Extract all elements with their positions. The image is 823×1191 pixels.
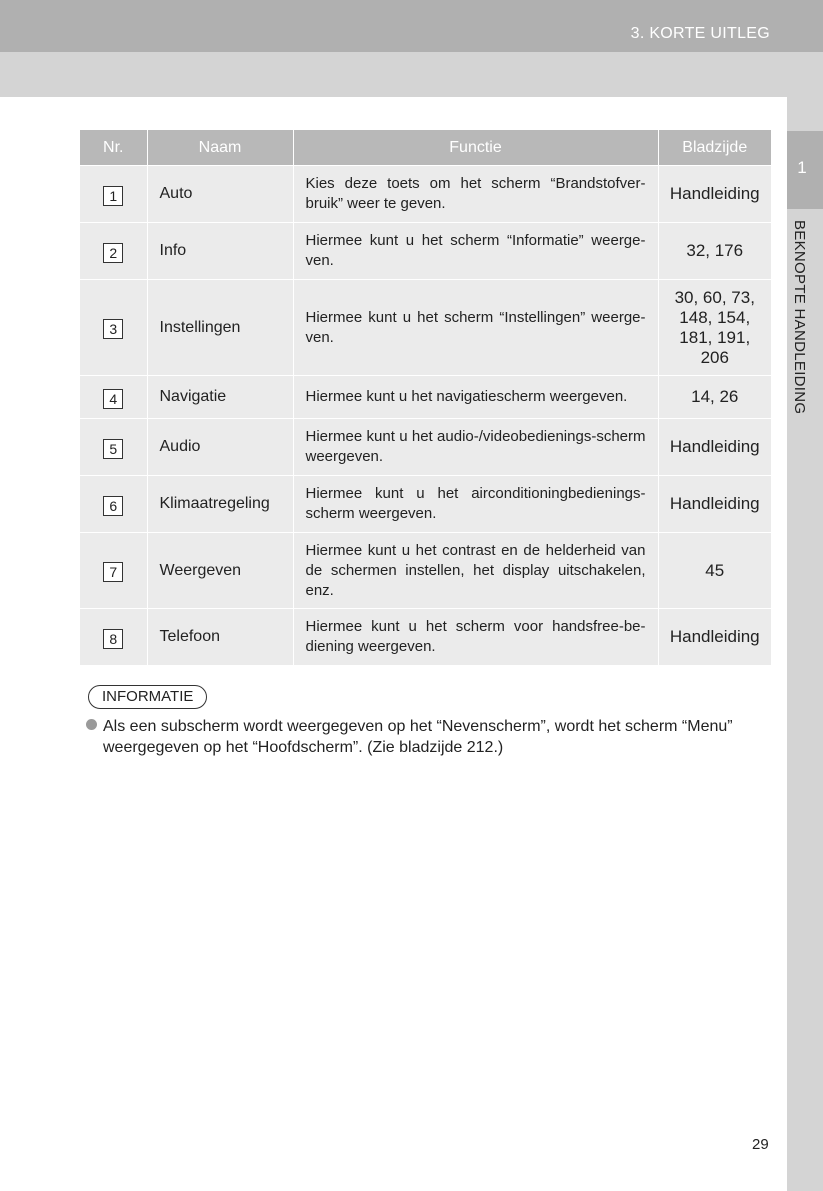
row-function: Hiermee kunt u het contrast en de helderheid van de schermen instellen, het display uitschakelen, enz. [293,533,658,609]
row-name: Weergeven [147,533,293,609]
row-page: Handleiding [658,609,771,666]
table-row [80,609,771,666]
row-name: Telefoon [147,609,293,666]
row-page: 32, 176 [658,223,771,280]
column-header-functie: Functie [293,130,658,166]
row-function: Hiermee kunt u het scherm “Informatie” weerge-ven. [293,223,658,280]
row-function: Hiermee kunt u het audio-/videobedienings-scherm weergeven. [293,419,658,476]
row-number-box: 3 [103,319,123,339]
row-number-box: 6 [103,496,123,516]
row-name: Auto [147,166,293,223]
row-number-box: 2 [103,243,123,263]
header-band [0,52,823,97]
bullet-icon [86,719,97,730]
chapter-label: BEKNOPTE HANDLEIDING [791,220,808,415]
row-page: 30, 60, 73, 148, 154, 181, 191, 206 [658,280,771,376]
table-row [80,533,771,609]
row-function: Hiermee kunt u het airconditioningbedienings-scherm weergeven. [293,476,658,533]
row-function: Hiermee kunt u het scherm voor handsfree-be-diening weergeven. [293,609,658,666]
row-name: Klimaatregeling [147,476,293,533]
row-name: Instellingen [147,280,293,376]
section-title: 3. KORTE UITLEG [630,25,770,42]
row-number-box: 8 [103,629,123,649]
row-number-box: 1 [103,186,123,206]
header-bar [0,0,823,52]
page-number: 29 [752,1136,769,1153]
row-name: Audio [147,419,293,476]
row-page: Handleiding [658,476,771,533]
table-row [80,223,771,280]
table-row [80,376,771,419]
information-badge: INFORMATIE [88,685,207,709]
row-function: Hiermee kunt u het scherm “Instellingen” weerge-ven. [293,280,658,376]
function-table [80,130,771,666]
table-header-row [80,130,771,166]
row-number-box: 5 [103,439,123,459]
information-text: Als een subscherm wordt weergegeven op het “Nevenscherm”, wordt het scherm “Menu” weergegeven op het “Hoofdscherm”. (Zie bladzijde 212.) [103,718,733,756]
row-page: 14, 26 [658,376,771,419]
row-function: Hiermee kunt u het navigatiescherm weergeven. [293,376,658,419]
table-row [80,166,771,223]
row-page: 45 [658,533,771,609]
table-row [80,280,771,376]
row-name: Navigatie [147,376,293,419]
table-row [80,419,771,476]
row-page: Handleiding [658,419,771,476]
chapter-number: 1 [797,158,807,177]
row-function: Kies deze toets om het scherm “Brandstofver-bruik” weer te geven. [293,166,658,223]
row-name: Info [147,223,293,280]
column-header-bladzijde: Bladzijde [658,130,771,166]
table-row [80,476,771,533]
row-page: Handleiding [658,166,771,223]
row-number-box: 7 [103,562,123,582]
column-header-nr: Nr. [80,130,147,166]
row-number-box: 4 [103,389,123,409]
column-header-naam: Naam [147,130,293,166]
